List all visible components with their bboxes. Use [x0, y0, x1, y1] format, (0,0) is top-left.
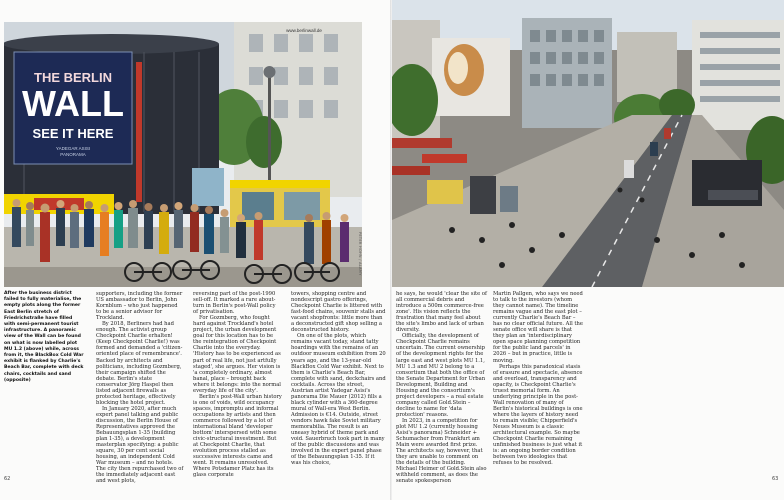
paragraph: On one of the plots, which remains vacant today, stand tatty hoardings with the remains of an outdoor museum exhibition from 20 years ago, and the 13-year-old BlackBox Cold War exhibit. Next to them is Charlie's Beach Bar, complete with sand, deckchairs and cocktails. Across the street, Austrian artist Yadegar Asisi's panorama Die Mauer (2012) fills a black cylinder with a 360-degree mural of Wall-era West Berlin. Admission is €14. Outside, street vendors hawk fake Soviet military memorabilia. The result is an uneasy hybrid of theme park and void. Sauerbruch took part in many of the public discussions and was involved in the expert panel phase of the Bebauungsplan 1-35. If it was his choice,: [291, 333, 386, 467]
photo-credit: PETER HOHN / ALAMY: [358, 232, 362, 276]
paragraph: In 2023, in a competition for plot MU 1.2 (currently housing Asisi's panorama) Schneider + Schumacher from Frankfurt am Main were awarded first prize. The architects say, however, that they are unable to comment on the details of the building. Michael Heimer of Gold.Stein also withheld comment, as does the senate spokesperson: [396, 417, 487, 485]
text-column-5: [493, 291, 585, 466]
billboard-title-line2: WALL: [22, 83, 124, 124]
page-number-right: 63: [772, 476, 779, 482]
text-column-3: [291, 291, 386, 466]
billboard-title-line1: THE BERLIN: [34, 70, 112, 85]
panorama-photo: [4, 22, 362, 287]
paragraph: By 2018, Berliners had had enough. The activist group Checkpoint Charlie erhalten! (Keep Checkpoint Charlie!) was formed and demanded a 'citizen-oriented place of remembrance'. Backed by architects and politicians, including Gozmberg, their campaign shifted the debate. Berlin's state conservator Jörg Haspel then listed adjacent firewalls as protected heritage, effectively blocking the hotel project.: [96, 321, 183, 406]
paragraph: In January 2020, after much expert panel talking and public discussion, the Berlin House of Representatives approved the Bebauungsplan 1-35 (building plan 1-35), a development masterplan specifying: a public square, 30 per cent social housing, an independent Cold War museum – and no hotels. The city then repurchased two of the immediately adjacent east and west plots,: [96, 405, 184, 485]
billboard-panorama: PANORAMA: [60, 152, 86, 157]
text-column-2: [193, 291, 282, 478]
paragraph: he says, he would 'clear the site of all commercial debris and introduce a 500m commerce-free zone'. His vision reflects the frustration that many feel about the site's limbo and lack of urban diversity.: [396, 291, 487, 334]
billboard-artist: YADEGAR ASISI: [55, 146, 91, 151]
text-column-1: [96, 291, 184, 485]
paragraph: For Gozmberg, who fought hard against Trockland's hotel project, the urban development goal for this location has to be the reintegration of Checkpoint Charlie into the everyday. 'History has to be experienced as part of real life, not just artfully staged', she argues. Her vision is 'a completely ordinary, almost banal, place – brought back where it belongs: into the normal everyday life of the city'.: [193, 315, 281, 394]
building-sign: www.berlinwall.de: [286, 28, 322, 33]
billboard-title-line3: SEE IT HERE: [32, 126, 114, 141]
aerial-street-image: [392, 0, 784, 287]
paragraph: Berlin's post-Wall urban history is one of voids, wild occupancy spaces, impromptu and informal occupations by artists and then commerce followed by a lot of international bland 'developer bottom' interspersed with some civic-structural investment. But at Checkpoint Charlie, that evolution process stalled as successive interests came and went. It remains unresolved. Where Potsdamer Platz has its glass corporate: [193, 393, 282, 479]
paragraph: Martin Pallgen, who says we need to talk to the investors (whom they cannot name). The timeline remains vague and the east plot – currently Charlie's Beach Bar – has no clear official future. All the senate office will share is that they plan an 'interdisciplinary open space planning competition for the public land parcels' in 2026 – but in practice, little is moving.: [493, 291, 583, 364]
street-scene-image: [4, 22, 362, 287]
text-column-4: [396, 291, 488, 485]
paragraph: Officially, the development of Checkpoint Charlie remains uncertain. The current ownership of the development rights for the large east and west plots MU 1.1, MU 1.3 and MU 2 belong to a consortium that both the office of the Senate Department for Urban Development, Building and Housing and the consortium's project developers – a real estate company called Gold.Stein – decline to name for 'data protection' reasons.: [396, 333, 486, 418]
photo-caption: After the business district failed to fully materialise, the empty plots along the former East Berlin stretch of Friedrichstraße have filled with semi-permanent tourist infrastructure. A panoramic view of the Wall can be found on what is now labelled plot MU 1.2 (above) while, across from it, the BlackBox Cold War exhibit is flanked by Charlie's Beach Bar, complete with deck chairs, cocktails and sand (opposite): [4, 291, 84, 383]
page-number-left: 62: [4, 476, 11, 482]
paragraph: towers, shopping centre and nondescript gastro offerings, Checkpoint Charlie is littered with fast-food chains, souvenir stalls and vacant shopfronts: little more than a deconstructed gift shop selling a deconstructed history.: [291, 291, 386, 334]
aerial-street-photo: [392, 0, 784, 287]
paragraph: Perhaps this paradoxical stasis of erasure and spectacle, absence and overload, transparency and opacity, is Checkpoint Charlie's truest memorial form. An underlying principle in the post-Wall renovation of many of Berlin's historical buildings is one where the layers of history need to remain visible; Chipperfield's Neues Museum is a classic architectural example. So maybe Checkpoint Charlie remaining unfinished business is just what it is: an ongoing border condition between two ideologies that refuses to be resolved.: [493, 363, 583, 467]
paragraph: reversing part of the post-1990 sell-off. It marked a rare about-turn in Berlin's post-Wall policy of privatisation.: [193, 291, 276, 316]
paragraph: supporters, including the former US ambassador to Berlin, John Kornblum – who just happened to be a senior advisor for Trockland.: [96, 291, 183, 322]
right-page: [392, 0, 784, 500]
left-page: [0, 0, 390, 500]
